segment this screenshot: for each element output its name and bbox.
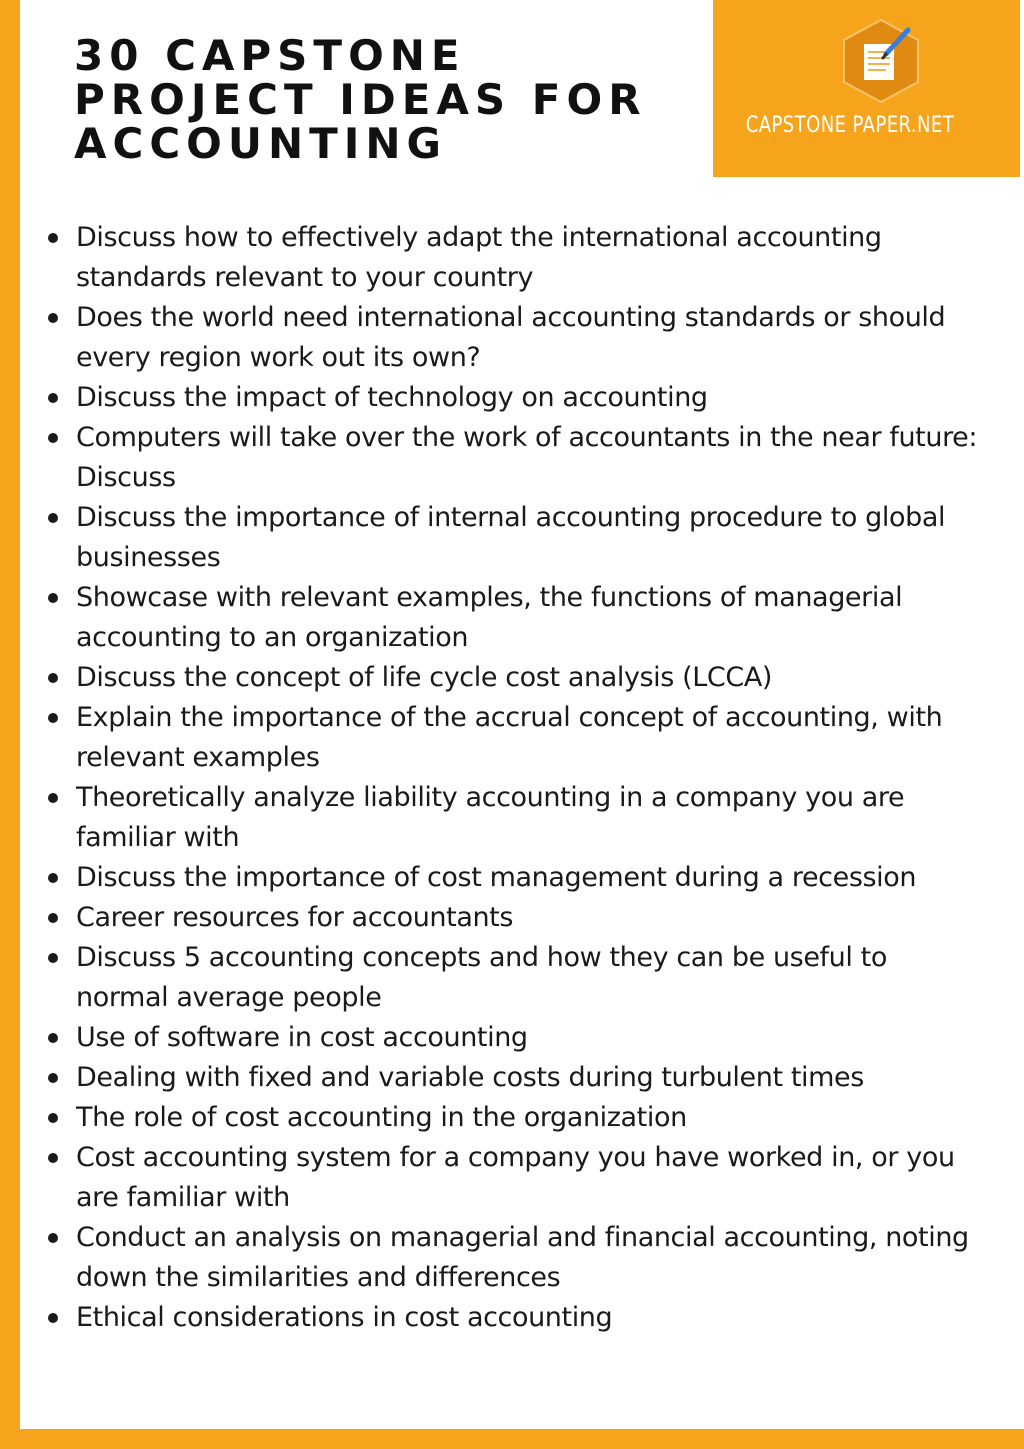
list-item (76, 938, 986, 1018)
list-item (76, 378, 986, 418)
bullet-icon (48, 793, 58, 803)
list-item (76, 658, 986, 698)
list-item-text: Use of software in cost accounting (76, 1022, 528, 1053)
list-item (76, 698, 986, 778)
list-item (76, 1018, 986, 1058)
left-border-accent (0, 0, 20, 1449)
page-title: 30 CAPSTONE PROJECT IDEAS FOR ACCOUNTING (74, 31, 647, 168)
list-item (76, 218, 986, 298)
bullet-icon (48, 433, 58, 443)
bottom-border-accent (0, 1429, 1024, 1449)
list-item (76, 898, 986, 938)
list-item-text: Cost accounting system for a company you have worked in, or you are familiar with (76, 1142, 955, 1213)
list-item (76, 1138, 986, 1218)
list-item-text: Ethical considerations in cost accounting (76, 1302, 613, 1333)
bullet-icon (48, 713, 58, 723)
bullet-icon (48, 1313, 58, 1323)
bullet-icon (48, 913, 58, 923)
bullet-icon (48, 313, 58, 323)
list-item (76, 1298, 986, 1338)
bullet-icon (48, 873, 58, 883)
list-item (76, 578, 986, 658)
list-item-text: Does the world need international accounting standards or should every region work out its own? (76, 302, 946, 373)
bullet-icon (48, 953, 58, 963)
list-item-text: Showcase with relevant examples, the functions of managerial accounting to an organization (76, 582, 903, 653)
list-item-text: Discuss the impact of technology on accounting (76, 382, 708, 413)
bullet-icon (48, 1113, 58, 1123)
list-item-text: Explain the importance of the accrual concept of accounting, with relevant examples (76, 702, 943, 773)
list-item-text: Discuss the concept of life cycle cost analysis (LCCA) (76, 662, 773, 693)
list-item (76, 498, 986, 578)
bullet-icon (48, 1233, 58, 1243)
list-item (76, 418, 986, 498)
list-item (76, 1058, 986, 1098)
bullet-icon (48, 233, 58, 243)
logo-text: CAPSTONE PAPER.NET (745, 113, 955, 138)
list-item (76, 1098, 986, 1138)
list-item-text: Discuss the importance of internal accounting procedure to global businesses (76, 502, 946, 573)
bullet-icon (48, 1073, 58, 1083)
list-item-text: Discuss the importance of cost management during a recession (76, 862, 917, 893)
list-item-text: The role of cost accounting in the organization (76, 1102, 687, 1133)
bullet-icon (48, 1153, 58, 1163)
list-item-text: Discuss how to effectively adapt the international accounting standards relevant to your country (76, 222, 882, 293)
list-item-text: Discuss 5 accounting concepts and how they can be useful to normal average people (76, 942, 887, 1013)
document-pencil-hexagon-icon (836, 16, 926, 106)
bullet-icon (48, 1033, 58, 1043)
bullet-icon (48, 513, 58, 523)
list-item (76, 778, 986, 858)
bullet-icon (48, 593, 58, 603)
list-item-text: Theoretically analyze liability accounting in a company you are familiar with (76, 782, 905, 853)
list-item-text: Computers will take over the work of accountants in the near future: Discuss (76, 422, 978, 493)
list-item (76, 1218, 986, 1298)
list-item-text: Career resources for accountants (76, 902, 514, 933)
list-item (76, 298, 986, 378)
list-item-text: Dealing with fixed and variable costs during turbulent times (76, 1062, 864, 1093)
ideas-list (76, 218, 986, 1338)
bullet-icon (48, 673, 58, 683)
logo-badge[interactable] (713, 0, 1020, 177)
list-item (76, 858, 986, 898)
bullet-icon (48, 393, 58, 403)
list-item-text: Conduct an analysis on managerial and financial accounting, noting down the similarities and differences (76, 1222, 969, 1293)
